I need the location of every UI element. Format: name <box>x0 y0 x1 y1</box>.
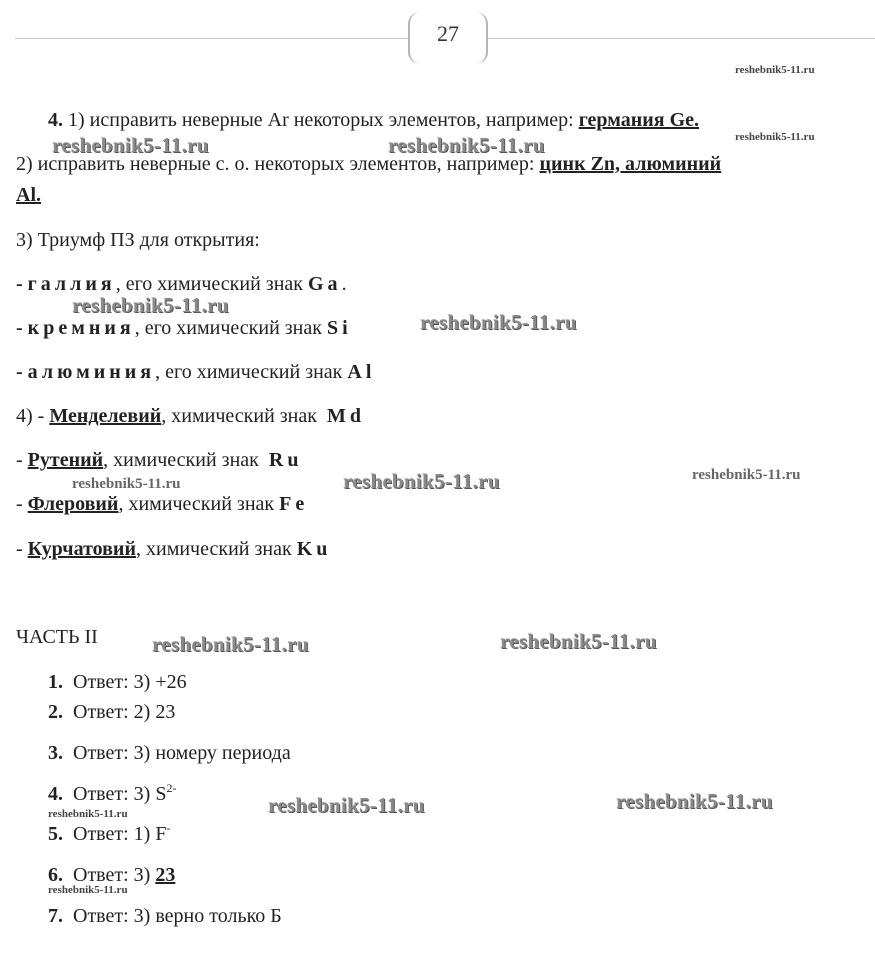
watermark: reshebnik5-11.ru <box>48 808 128 820</box>
mendelevium-symbol: Md <box>326 405 365 427</box>
watermark: reshebnik5-11.ru <box>616 789 773 813</box>
aluminium-name: алюминия <box>27 361 156 383</box>
dash: - <box>16 273 23 295</box>
answer-superscript: 2- <box>166 781 177 795</box>
answer-number: 4. <box>48 783 63 805</box>
ruthenium-name: Рутений <box>27 449 104 471</box>
flerovium-line <box>16 492 308 516</box>
watermark: reshebnik5-11.ru <box>72 293 229 317</box>
answer-text: Ответ: 3) +26 <box>73 671 187 693</box>
watermark: reshebnik5-11.ru <box>152 632 309 656</box>
gallium-symbol: Ga <box>308 273 342 295</box>
page-number: 27 <box>437 21 459 46</box>
answer-number: 7. <box>48 905 63 927</box>
answer-1 <box>48 670 187 694</box>
answer-5 <box>48 822 170 846</box>
dash: - <box>16 493 23 515</box>
answer-text: Ответ: 2) 23 <box>73 701 176 723</box>
dash: - <box>16 449 23 471</box>
aluminium-rest: , его химический знак <box>155 361 343 383</box>
kurchatovium-rest: , химический знак <box>135 538 292 560</box>
item4-sub4-prefix: 4) - <box>16 405 45 427</box>
watermark: reshebnik5-11.ru <box>388 133 545 157</box>
silicon-symbol: Si <box>326 317 352 339</box>
ruthenium-line <box>16 448 302 472</box>
answer-text: Ответ: 3) верно только Б <box>73 905 282 927</box>
watermark: reshebnik5-11.ru <box>268 793 425 817</box>
item4-line1-text: 1) исправить неверные Ar некоторых элементов, например: <box>68 109 574 131</box>
item4-line2-text: 2) исправить неверные с. о. некоторых элементов, например: <box>16 153 535 175</box>
answer-superscript: - <box>166 821 171 835</box>
answer-text: Ответ: 1) F <box>73 823 167 845</box>
answer-2 <box>48 700 175 724</box>
flerovium-name: Флеровий <box>27 493 119 515</box>
kurchatovium-name: Курчатовий <box>27 538 136 560</box>
item4-line1 <box>48 108 699 132</box>
silicon-rest: , его химический знак <box>134 317 322 339</box>
header-rule-right <box>488 38 875 39</box>
answer-text: Ответ: 3) <box>73 864 151 886</box>
kurchatovium-line <box>16 537 331 561</box>
dash: - <box>16 538 23 560</box>
gallium-name: галлия <box>27 273 116 295</box>
mendelevium-name: Менделевий <box>49 405 162 427</box>
flerovium-rest: , химический знак <box>118 493 275 515</box>
watermark: reshebnik5-11.ru <box>343 469 500 493</box>
gallium-rest: , его химический знак <box>115 273 303 295</box>
watermark: reshebnik5-11.ru <box>420 310 577 334</box>
mendelevium-line <box>16 404 365 428</box>
mendelevium-rest: , химический знак <box>161 405 317 427</box>
answer-4 <box>48 782 176 806</box>
answer-7 <box>48 904 282 928</box>
dash: - <box>16 317 23 339</box>
page-number-box <box>408 12 488 64</box>
aluminium-line <box>16 360 375 384</box>
answer-text: Ответ: 3) номеру периода <box>73 742 291 764</box>
answer-number: 2. <box>48 701 63 723</box>
header-rule-left <box>15 38 408 39</box>
ruthenium-symbol: Ru <box>268 449 303 471</box>
watermark: reshebnik5-11.ru <box>72 476 181 492</box>
silicon-name: кремния <box>27 317 135 339</box>
aluminium-answer-wrap: Al. <box>16 184 41 206</box>
answer-number: 3. <box>48 742 63 764</box>
dash: - <box>16 361 23 383</box>
answer-number: 1. <box>48 671 63 693</box>
watermark: reshebnik5-11.ru <box>692 467 801 483</box>
ruthenium-rest: , химический знак <box>103 449 259 471</box>
kurchatovium-symbol: Ku <box>296 538 332 560</box>
watermark: reshebnik5-11.ru <box>735 131 815 143</box>
watermark: reshebnik5-11.ru <box>52 133 209 157</box>
item4-line3: 3) Триумф ПЗ для открытия: <box>16 229 260 251</box>
part2-heading: ЧАСТЬ II <box>16 626 98 648</box>
zinc-aluminium-answer: цинк Zn, алюминий <box>539 153 722 175</box>
answer-bold: 23 <box>155 864 176 886</box>
watermark: reshebnik5-11.ru <box>500 629 657 653</box>
aluminium-symbol: Al <box>347 361 376 383</box>
item4-number: 4. <box>48 109 63 131</box>
watermark: reshebnik5-11.ru <box>735 64 815 76</box>
germanium-answer: германия Ge. <box>578 109 700 131</box>
flerovium-symbol: Fe <box>279 493 309 515</box>
answer-number: 5. <box>48 823 63 845</box>
answer-3 <box>48 741 291 765</box>
watermark: reshebnik5-11.ru <box>48 884 128 896</box>
gallium-dot: . <box>341 273 347 295</box>
silicon-line <box>16 316 352 340</box>
answer-number: 6. <box>48 864 63 886</box>
answer-text: Ответ: 3) S <box>73 783 167 805</box>
